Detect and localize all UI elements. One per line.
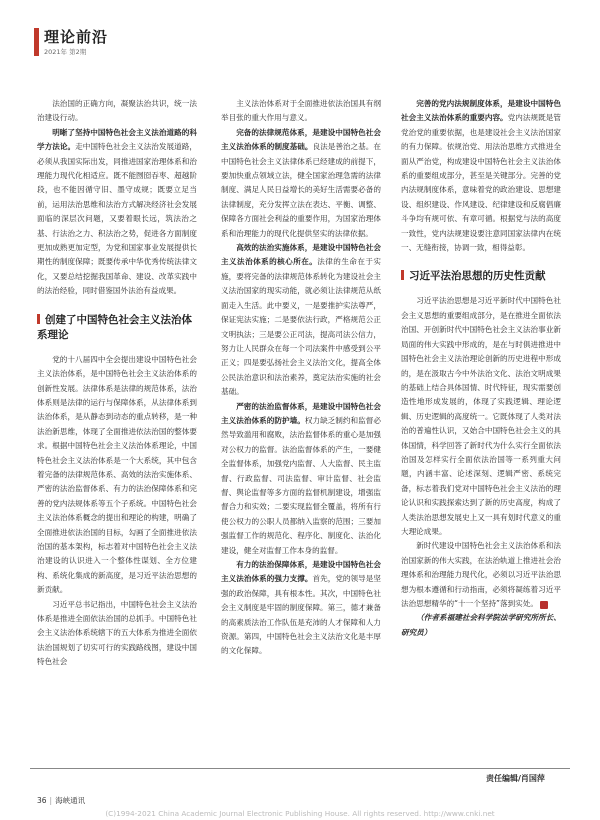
column-3 [401,97,561,640]
responsible-editor: 责任编辑/肖国萍 [486,774,545,783]
paragraph [221,241,381,399]
heading-stripe [401,270,404,280]
page-footer [37,795,85,806]
paragraph [221,400,381,558]
column-1 [37,97,197,670]
paragraph: 习近平总书记指出，中国特色社会主义法治体系是推进全面依法治国的总抓手。中国特色社会主义法治体系统辖下的五大体系为推进全面依法治国规划了切实可行的实践路线图，建设中国特色社会 [37,599,197,667]
footer-separator: | [49,796,53,805]
paragraph [37,126,197,299]
end-mark-icon: ■ [540,601,548,609]
paragraph-lead: 完善的党内法规制度体系，是建设中国特色社会主义法治体系的重要内容。 [401,99,561,123]
paragraph-body: 首先，党的领导是坚强的政治保障，具有根本性。其次，中国特色社会主义制度是牢固的制度保障。第三，德才兼备的高素质法治工作队伍是充沛的人才保障和人力资源。第四，中国特色社会主义法治文化是丰厚的文化保障。 [221,574,382,656]
paragraph-lead: 严密的法治监督体系，是建设中国特色社会主义法治体系的防护墙。 [221,401,381,425]
section-heading [37,313,197,343]
header-accent-bar [34,28,39,56]
author-note: （作者系福建社会科学院法学研究所所长、研究员） [401,613,561,637]
paragraph: 习近平法治思想是习近平新时代中国特色社会主义思想的重要组成部分，是在推进全面依法治国、开创新时代中国特色社会主义法治事业新局面的伟大实践中形成的，是在与时俱进推进中国特色社会主义法治理论创新的历史进程中形成的，是在汲取古今中外法治文化、法治文明成果的基础上结合具体国情、时代特征，现实需要创造性地形成发展的，体现了实践逻辑、理论逻辑、历史逻辑的高度统一。它既体现了人类对法治的普遍性认识，又始合中国特色社会主义的具体国情，科学回答了新时代为什么实行全面依法治国及怎样实行全面依法治国等一系列重大问题，内涵丰富、论述深刻、逻辑严密、系统完备，标志着我们党对中国特色社会主义法治的理论认识和实践探索达到了新的历史高度，构成了人类法治思想发展史上又一具有划时代意义的重大理论成果。 [401,296,561,536]
issue-label: 2021年 第2期 [44,48,87,56]
section-heading-text: 习近平法治思想的历史性贡献 [409,270,546,283]
paragraph-body: 党内法规既是管党治党的重要依据，也是建设社会主义法治国家的有力保障。依规治党、用法治思维方式推进全面从严治党，构成建设中国特色社会主义法治体系的重要组成部分，甚至是关键部分。完善的党内法规制度体系，意味着党的政治建设、思想建设、组织建设、作风建设、纪律建设和反腐倡廉斗争均有规可依、有章可循。根据党与法的高度一致性，党内法规建设要注意同国家法律内在统一、无缝衔接，协调一致，相得益彰。 [401,113,562,253]
paragraph-body: 新时代建设中国特色社会主义法治体系和法治国家新的伟大实践，在法治轨道上推进社会治理体系和治理能力现代化，必须以习近平法治思想为根本遵循和行动指南，必须将凝练着习近平法治思想精华的“十一个坚持”落到实处。 [401,541,561,608]
paragraph-lead: 有力的法治保障体系，是建设中国特色社会主义法治体系的强力支撑。 [221,560,381,584]
paragraph-body: 良法是善治之基。在中国特色社会主义法律体系已经建成的前提下，要加快重点领域立法，健全国家治理急需的法律制度、满足人民日益增长的美好生活需要必备的法律制度，充分发挥立法在表达、平衡、调整、保障各方面社会利益的重要作用，为国家治理体系和治理能力的现代化提供坚实的法律依据。 [221,142,382,238]
paragraph: 党的十八届四中全会提出建设中国特色社会主义法治体系，是中国特色社会主义法治体系的创新性发展。法律体系是法律的规范体系，法治体系则是法律的运行与保障体系，从法律体系到法治体系，是从静态到动态的重点转移，是一种法治新思维，体现了全面推进依法治国的整体要求。根据中国特色社会主义法治体系理论，中国特色社会主义法治体系是一个大系统，其中包含着完备的法律规范体系、高效的法治实施体系、严密的法治监督体系、有力的法治保障体系和完善的党内法规体系等五个子系统。中国特色社会主义法治体系概念的提出和理论的构建，明确了全面推进依法治国的目标，勾画了全面推进依法治国的基本架构，标志着对中国特色社会主义法治建设的认识进入一个整体性谋划、全方位建构、系统化集成的新高度，是习近平法治思想的新贡献。 [37,354,197,595]
paragraph-body: 权力缺乏制约和监督必然导致滥用和腐败，法治监督体系的重心是加强对公权力的监督。法治监督体系的产生，一要健全监督体系，加强党内监督、人大监督、民主监督、行政监督、司法监督、审计监督、社会监督、舆论监督等多方面的监督机制建设，增强监督合力和实效；二要实现监督全覆盖，将所有行使公权力的公职人员都纳入监察的范围；三要加强监督工作的规范化、程序化、制度化、法治化建设，健全对监督工作本身的监督。 [221,415,382,555]
paragraph [221,126,381,241]
paragraph-lead: 完备的法律规范体系，是建设中国特色社会主义法治体系的制度基础。 [221,127,381,152]
paragraph [401,97,561,255]
paragraph: 法治国的正确方向，凝聚法治共识，统一法治建设行动。 [37,99,197,123]
footer-divider [30,768,570,769]
heading-stripe [37,314,40,324]
paragraph [401,539,561,611]
section-heading [401,269,561,284]
column-2 [221,97,381,659]
journal-name: 海峡通讯 [55,796,86,805]
paragraph-body: 走中国特色社会主义法治发展道路，必须从我国实际出发，同推进国家治理体系和治理能力现代化相适应。既不能囫囵吞枣、超越阶段，也不能因循守旧、墨守成规；既要立足当前，运用法治思维和法治方式解决经济社会发展面临的深层次问题，又要着眼长远，筑法治之基、行法治之力、积法治之势，促进各方面制度更加成熟更加定型，为党和国家事业发展提供长期性的制度保障；既要传承中华优秀传统法律文化，又要总结挖掘我国革命、建设、改革实践中的法治经验，同时借鉴国外法治有益成果。 [37,142,198,296]
copyright-notice: (C)1994-2021 China Academic Journal Electronic Publishing House. All rights reserved. http://www.cnki.net [105,809,495,818]
journal-title: 理论前沿 [44,28,109,46]
paragraph-body: 法律的生命在于实施，要将完备的法律规范体系转化为建设社会主义法治国家的现实动能，就必须让法律规范从纸面走入生活。此中要义，一是要推护实法尊严，保证宪法实施；二是要依法行政，严格规范公正文明执法；三是要公正司法，提高司法公信力，努力让人民群众在每一个司法案件中感受到公平正义；四是要弘扬社会主义法治文化，提高全体公民法治意识和法治素养，奠定法治实施的社会基础。 [221,257,382,397]
paragraph [221,558,381,659]
paragraph-lead: 明晰了坚持中国特色社会主义法治道路的科学方法论。 [37,127,197,152]
paragraph: 主义法治体系对于全面推进依法治国具有纲举目张的重大作用与意义。 [221,99,381,123]
section-heading-text: 创建了中国特色社会主义法治体系理论 [37,313,192,341]
paragraph-lead: 高效的法治实施体系，是建设中国特色社会主义法治体系的核心所在。 [221,243,381,267]
page-number: 36 [37,796,47,805]
